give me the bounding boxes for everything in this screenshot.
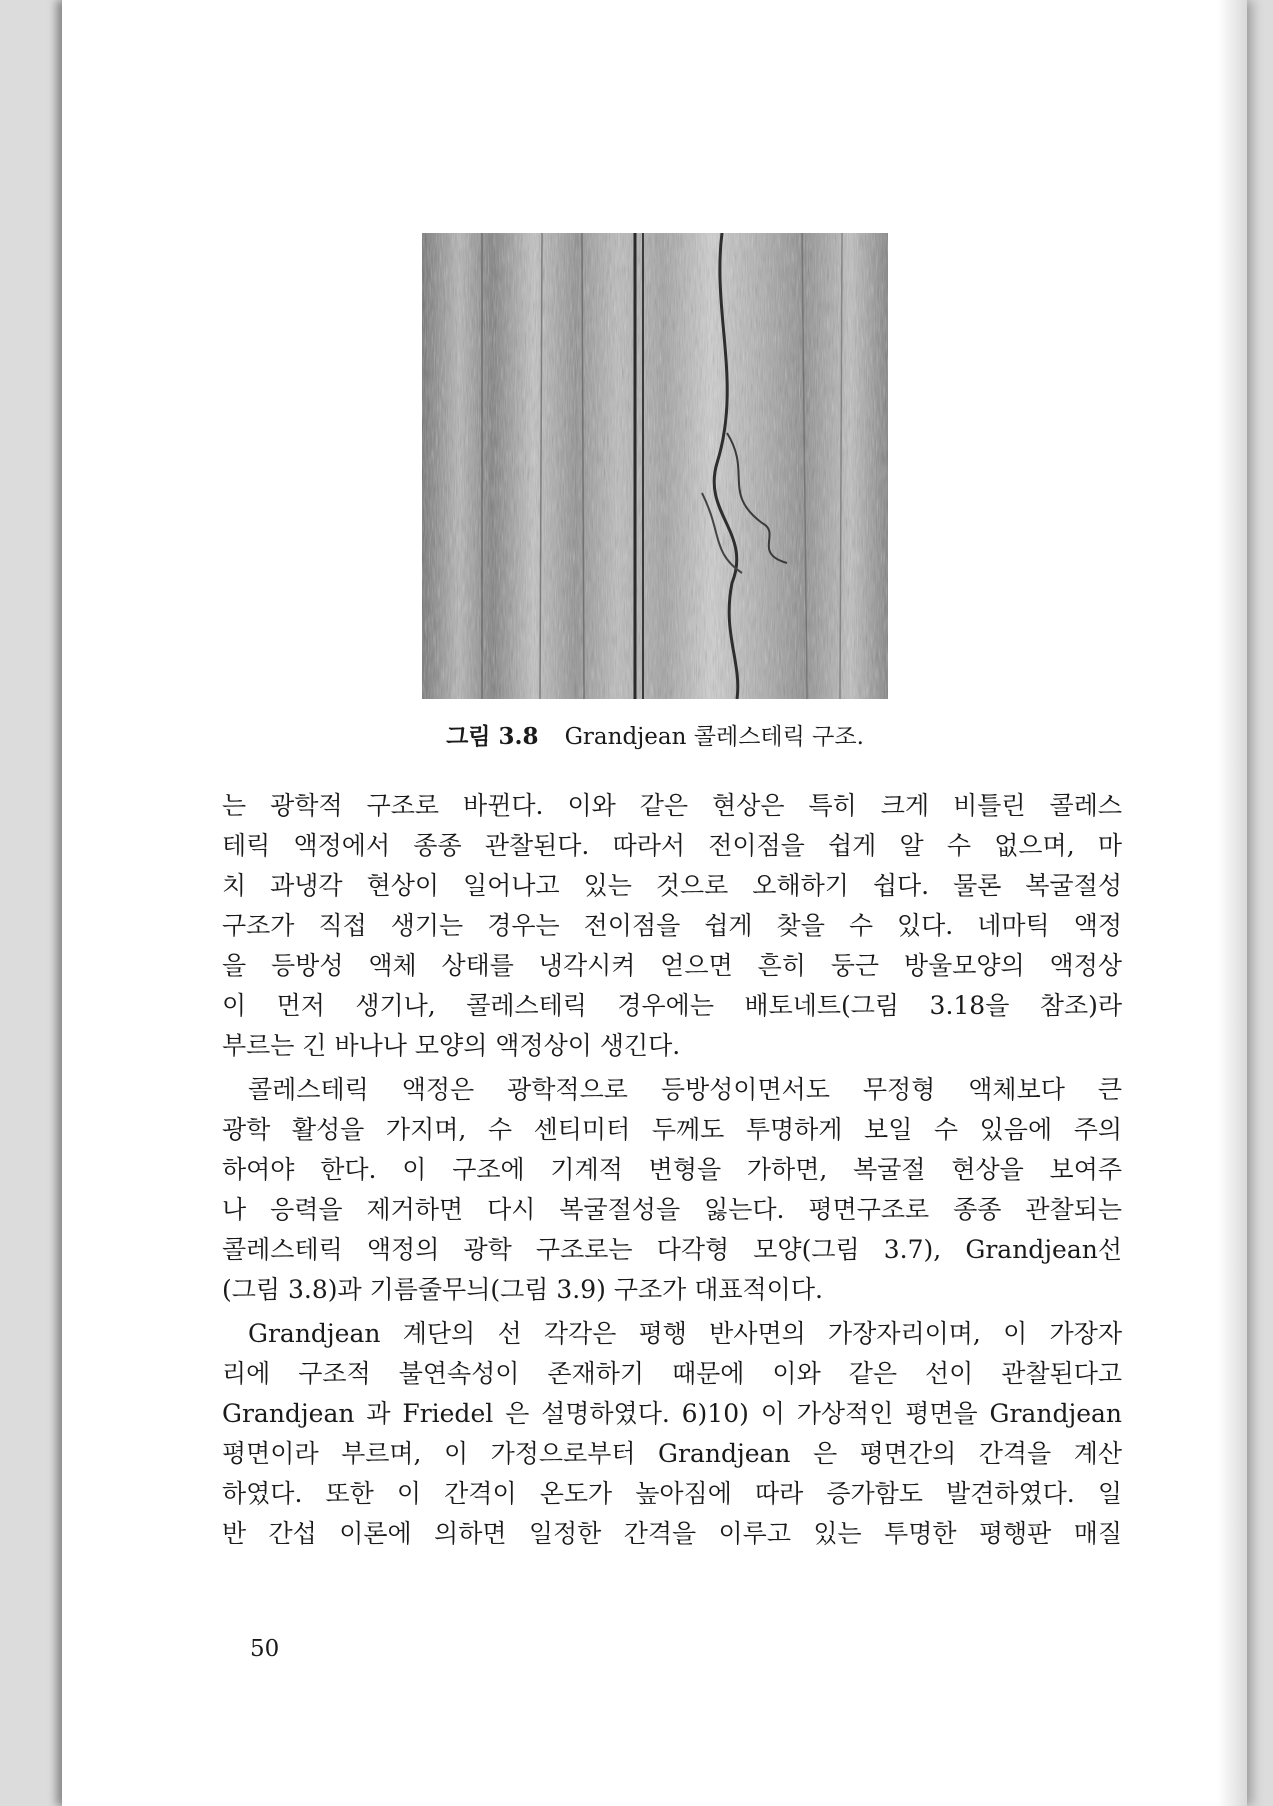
text-line: 하였다. 또한 이 간격이 온도가 높아짐에 따라 증가함도 발견하였다. 일 xyxy=(222,1479,1122,1508)
text-line: Grandjean 계단의 선 각각은 평행 반사면의 가장자리이며, 이 가장자 xyxy=(248,1319,1122,1348)
page-edge-shadow xyxy=(1218,0,1247,1806)
text-line: 는 광학적 구조로 바뀐다. 이와 같은 현상은 특히 크게 비틀린 콜레스 xyxy=(222,791,1122,820)
text-line: 부르는 긴 바나나 모양의 액정상이 생긴다. xyxy=(222,1031,681,1060)
text-line: 구조가 직접 생기는 경우는 전이점을 쉽게 찾을 수 있다. 네마틱 액정 xyxy=(222,911,1122,940)
figure-micrograph xyxy=(422,233,888,699)
text-line: 이 먼저 생기나, 콜레스테릭 경우에는 배토네트(그림 3.18을 참조)라 xyxy=(222,991,1122,1020)
figure-caption-text: Grandjean 콜레스테릭 구조. xyxy=(564,724,864,750)
text-line: 하여야 한다. 이 구조에 기계적 변형을 가하면, 복굴절 현상을 보여주 xyxy=(222,1155,1122,1184)
text-line: 반 간섭 이론에 의하면 일정한 간격을 이루고 있는 투명한 평행판 매질 xyxy=(222,1519,1122,1548)
text-line: 평면이라 부르며, 이 가정으로부터 Grandjean 은 평면간의 간격을 계산 xyxy=(222,1439,1122,1468)
text-line: 광학 활성을 가지며, 수 센티미터 두께도 투명하게 보일 수 있음에 주의 xyxy=(222,1115,1122,1144)
text-line: 을 등방성 액체 상태를 냉각시켜 얻으면 흔히 둥근 방울모양의 액정상 xyxy=(222,951,1122,980)
text-line: 리에 구조적 불연속성이 존재하기 때문에 이와 같은 선이 관찰된다고 xyxy=(222,1359,1122,1388)
text-line: 치 과냉각 현상이 일어나고 있는 것으로 오해하기 쉽다. 물론 복굴절성 xyxy=(222,871,1122,900)
figure-label: 그림 3.8 xyxy=(446,723,539,750)
text-line: 테릭 액정에서 종종 관찰된다. 따라서 전이점을 쉽게 알 수 없으며, 마 xyxy=(222,831,1122,860)
text-line: 나 응력을 제거하면 다시 복굴절성을 잃는다. 평면구조로 종종 관찰되는 xyxy=(222,1195,1122,1224)
page-number: 50 xyxy=(250,1636,280,1662)
figure-caption xyxy=(422,718,888,751)
text-line: 콜레스테릭 액정은 광학적으로 등방성이면서도 무정형 액체보다 큰 xyxy=(248,1075,1122,1104)
text-line: Grandjean 과 Friedel 은 설명하였다. 6)10) 이 가상적인 평면을 Grandjean xyxy=(222,1399,1122,1428)
micrograph-image xyxy=(422,233,888,699)
text-line: (그림 3.8)과 기름줄무늬(그림 3.9) 구조가 대표적이다. xyxy=(222,1275,823,1304)
text-line: 콜레스테릭 액정의 광학 구조로는 다각형 모양(그림 3.7), Grandjean선 xyxy=(222,1235,1122,1264)
